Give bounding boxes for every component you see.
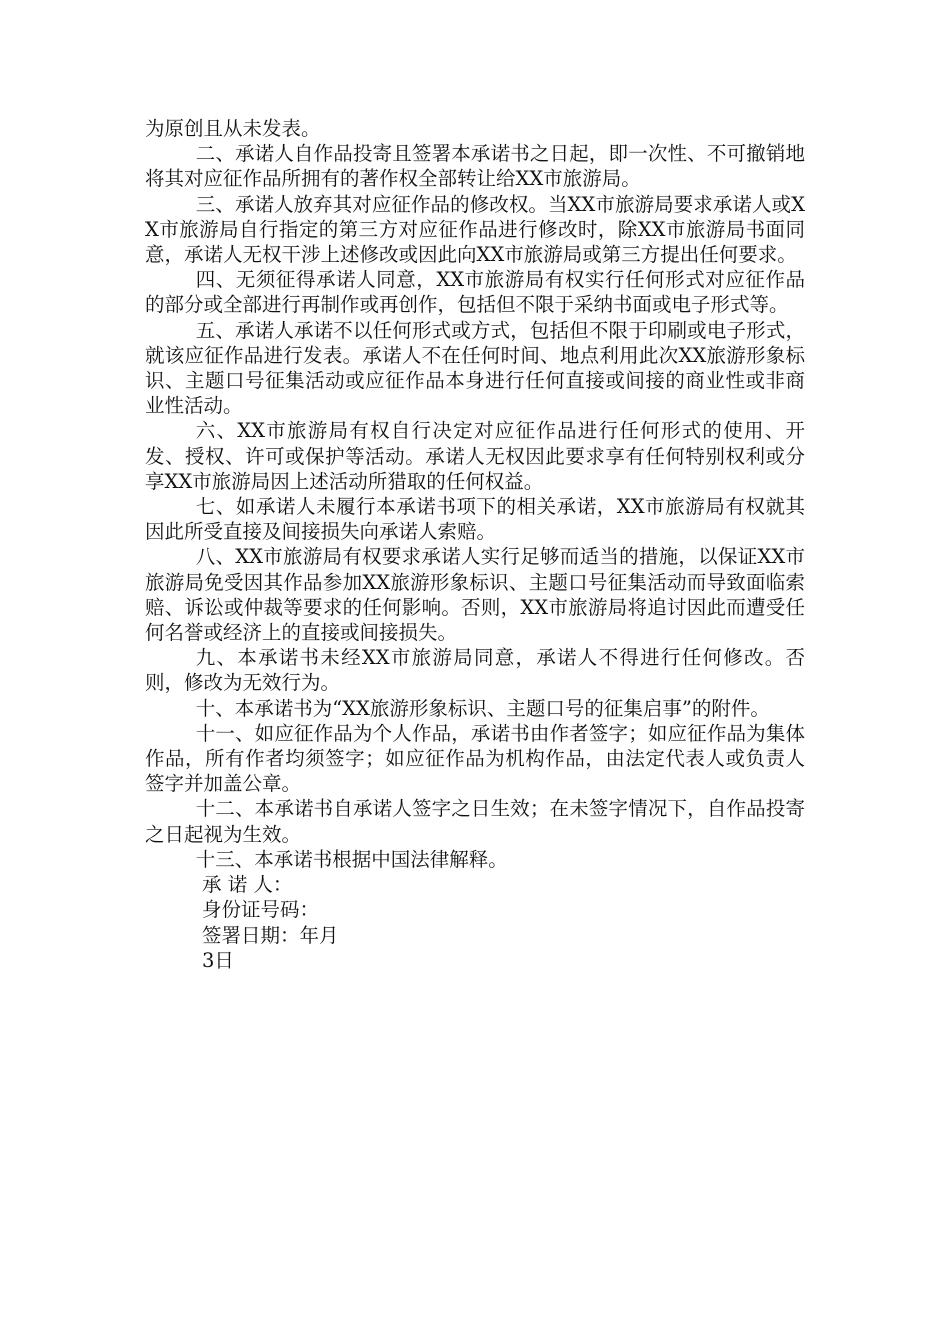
clause-8: 八、XX市旅游局有权要求承诺人实行足够而适当的措施，以保证XX市旅游局免受因其作品参加XX旅游形象标识、主题口号征集活动而导致面临索赔、诉讼或仲裁等要求的任何影响。否则，XX市旅游局将追讨因此而遭受任何名誉或经济上的直接或间接损失。: [145, 545, 805, 645]
clause-3: 三、承诺人放弃其对应征作品的修改权。当XX市旅游局要求承诺人或XX市旅游局自行指定的第三方对应征作品进行修改时，除XX市旅游局书面同意，承诺人无权干涉上述修改或因此向XX市旅游局或第三方提出任何要求。: [145, 192, 805, 267]
id-number-label: 身份证号码：: [202, 898, 320, 922]
clause-5: 五、承诺人承诺不以任何形式或方式，包括但不限于印刷或电子形式，就该应征作品进行发表。承诺人不在任何时间、地点利用此次XX旅游形象标识、主题口号征集活动或应征作品本身进行任何直接或间接的商业性或非商业性活动。: [145, 318, 805, 418]
clause-9: 九、本承诺书未经XX市旅游局同意，承诺人不得进行任何修改。否则，修改为无效行为。: [145, 646, 805, 695]
clause-12: 十二、本承诺书自承诺人签字之日生效；在未签字情况下，自作品投寄之日起视为生效。: [145, 797, 805, 846]
document-page: [145, 116, 805, 973]
clause-7: 七、如承诺人未履行本承诺书项下的相关承诺，XX市旅游局有权就其因此所受直接及间接损失向承诺人索赔。: [145, 495, 805, 544]
sign-date-label: 签署日期：年月: [202, 923, 339, 947]
promisor-label: 承 诺 人：: [202, 873, 293, 897]
paragraph-continuation: 为原创且从未发表。: [145, 117, 321, 140]
signature-block: [145, 872, 805, 973]
clause-2: 二、承诺人自作品投寄且签署本承诺书之日起，即一次性、不可撤销地将其对应征作品所拥有的著作权全部转让给XX市旅游局。: [145, 142, 805, 191]
clause-11: 十一、如应征作品为个人作品，承诺书由作者签字；如应征作品为集体作品，所有作者均须签字；如应征作品为机构作品，由法定代表人或负责人签字并加盖公章。: [145, 721, 805, 796]
sign-day-label: 3日: [202, 948, 234, 972]
clause-10: 十、本承诺书为“XX旅游形象标识、主题口号的征集启事”的附件。: [195, 696, 770, 720]
clause-6: 六、XX市旅游局有权自行决定对应征作品进行任何形式的使用、开发、授权、许可或保护等活动。承诺人无权因此要求享有任何特别权利或分享XX市旅游局因上述活动所猎取的任何权益。: [145, 419, 805, 493]
clause-13: 十三、本承诺书根据中国法律解释。: [195, 847, 508, 871]
clause-4: 四、无须征得承诺人同意，XX市旅游局有权实行任何形式对应征作品的部分或全部进行再制作或再创作，包括但不限于采纳书面或电子形式等。: [145, 268, 805, 317]
